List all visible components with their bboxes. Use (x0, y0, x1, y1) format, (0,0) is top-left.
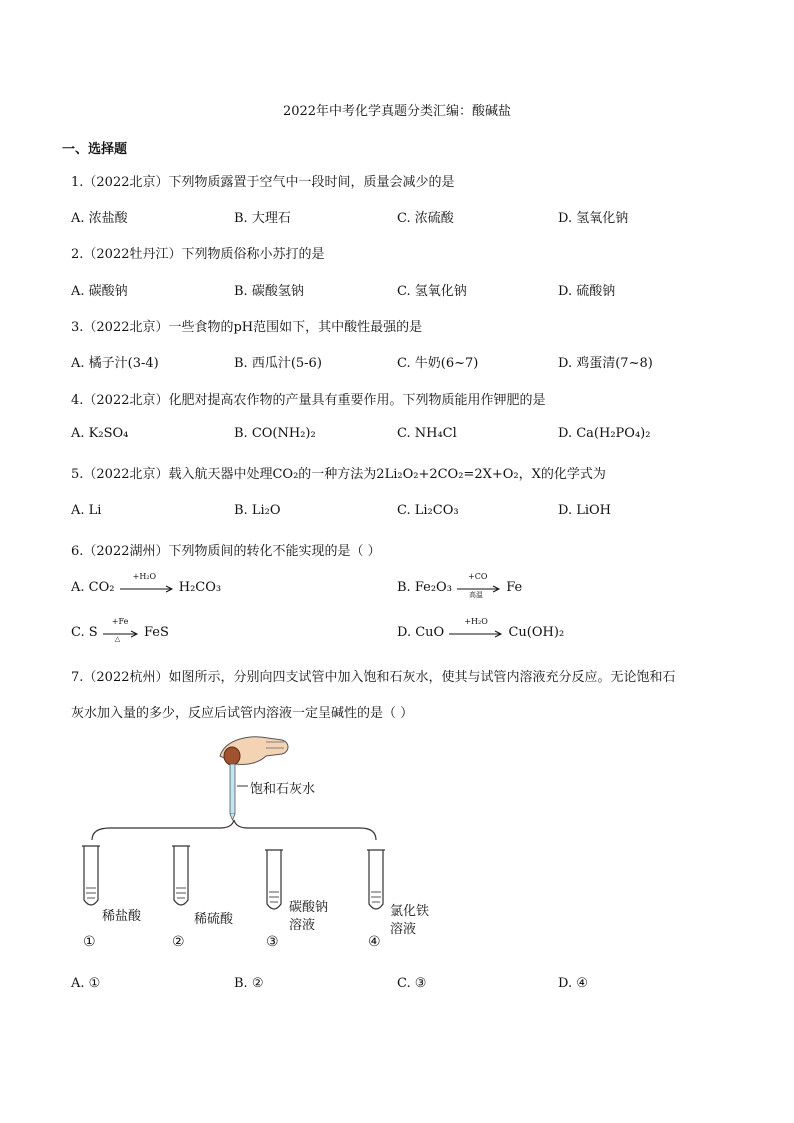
tube-label: 碳酸钠 (289, 900, 329, 915)
option-b-reactant: B. Fe₂O₃ (397, 580, 452, 595)
question-stem: 1.（2022北京）下列物质露置于空气中一段时间，质量会减少的是 (71, 175, 455, 190)
arrow-condition-bottom: 高温 (469, 590, 484, 599)
option-c[interactable]: C. ③ (397, 976, 427, 991)
option-d[interactable]: D. 氢氧化钠 (558, 211, 629, 226)
option-c[interactable] (71, 616, 169, 643)
option-b[interactable]: B. 大理石 (234, 211, 291, 226)
option-a[interactable] (71, 571, 222, 595)
question-stem: 4.（2022北京）化肥对提高农作物的产量具有重要作用。下列物质能用作钾肥的是 (71, 393, 546, 408)
option-d[interactable]: D. 硫酸钠 (558, 284, 616, 299)
option-c-product: FeS (143, 625, 169, 640)
question-stem-line-2: 灰水加入量的多少，反应后试管内溶液一定呈碱性的是（ ） (71, 706, 414, 721)
arrow-condition-top: +H₂O (464, 616, 488, 626)
arrow-condition-top: +CO (468, 571, 488, 581)
option-b[interactable]: B. CO(NH₂)₂ (234, 426, 316, 441)
option-a[interactable]: A. ① (71, 976, 101, 991)
dropper-bulb (224, 747, 240, 765)
question-stem: 5.（2022北京）载入航天器中处理CO₂的一种方法为2Li₂O₂+2CO₂=2X+O₂，X的化学式为 (71, 467, 606, 482)
option-a-product: H₂CO₃ (178, 580, 222, 595)
option-b[interactable]: B. 碳酸氢钠 (234, 284, 304, 299)
option-d[interactable] (397, 616, 565, 640)
option-c[interactable]: C. NH₄Cl (397, 426, 457, 441)
option-b-product: Fe (506, 580, 523, 595)
brace (92, 820, 376, 840)
tube-label: 稀硫酸 (194, 912, 234, 927)
tube-number: ③ (266, 934, 279, 950)
option-c[interactable]: C. 氢氧化钠 (397, 284, 467, 299)
option-c[interactable]: C. 牛奶(6~7) (397, 356, 479, 371)
reaction-arrow (448, 616, 504, 640)
dropper-label: 饱和石灰水 (250, 782, 316, 797)
option-a[interactable]: A. 浓盐酸 (71, 211, 128, 226)
tube-number: ② (172, 934, 185, 950)
tube-label: 溶液 (289, 918, 316, 933)
arrow-condition-top: +Fe (111, 616, 129, 626)
dropper-tube (230, 764, 235, 814)
option-d[interactable]: D. 鸡蛋清(7~8) (558, 356, 653, 371)
question-stem: 3.（2022北京）一些食物的pH范围如下，其中酸性最强的是 (71, 320, 423, 335)
option-d[interactable]: D. Ca(H₂PO₄)₂ (558, 426, 651, 441)
test-tube-3 (265, 850, 283, 909)
option-a[interactable]: A. 碳酸钠 (71, 284, 128, 299)
page-title: 2022年中考化学真题分类汇编：酸碱盐 (282, 104, 512, 119)
tube-label: 溶液 (390, 922, 417, 937)
option-d[interactable]: D. LiOH (558, 503, 612, 518)
option-a[interactable]: A. 橘子汁(3-4) (71, 356, 159, 371)
tube-label: 稀盐酸 (102, 909, 142, 924)
test-tube-2 (172, 846, 190, 905)
tube-label: 氯化铁 (390, 904, 430, 919)
option-c-reactant: C. S (71, 625, 98, 640)
test-tube-1 (82, 846, 100, 905)
option-a-reactant: A. CO₂ (71, 580, 115, 595)
option-b[interactable]: B. Li₂O (234, 503, 281, 518)
reaction-arrow (119, 571, 175, 595)
option-a[interactable]: A. Li (71, 503, 102, 518)
test-tube-diagram (70, 728, 450, 958)
tube-number: ① (83, 934, 96, 950)
option-d-reactant: D. CuO (397, 625, 445, 640)
reaction-arrow (456, 571, 502, 599)
option-d-product: Cu(OH)₂ (508, 625, 565, 640)
question-stem: 6.（2022湖州）下列物质间的转化不能实现的是（ ） (71, 544, 381, 559)
option-c[interactable]: C. 浓硫酸 (397, 211, 454, 226)
arrow-condition-bottom: △ (114, 634, 121, 643)
option-b[interactable] (397, 571, 523, 599)
option-c[interactable]: C. Li₂CO₃ (397, 503, 459, 518)
option-b[interactable]: B. ② (234, 976, 264, 991)
tube-number: ④ (368, 934, 381, 950)
option-a[interactable]: A. K₂SO₄ (71, 426, 129, 441)
question-stem: 2.（2022牡丹江）下列物质俗称小苏打的是 (71, 247, 325, 262)
reaction-arrow (102, 616, 140, 643)
test-tube-4 (367, 850, 385, 909)
question-stem-line-1: 7.（2022杭州）如图所示，分别向四支试管中加入饱和石灰水，使其与试管内溶液充分反应。无论饱和石 (71, 670, 676, 685)
option-b[interactable]: B. 西瓜汁(5-6) (234, 356, 322, 371)
arrow-condition-top: +H₂O (132, 571, 157, 581)
section-heading: 一、选择题 (62, 142, 128, 157)
option-d[interactable]: D. ④ (558, 976, 588, 991)
